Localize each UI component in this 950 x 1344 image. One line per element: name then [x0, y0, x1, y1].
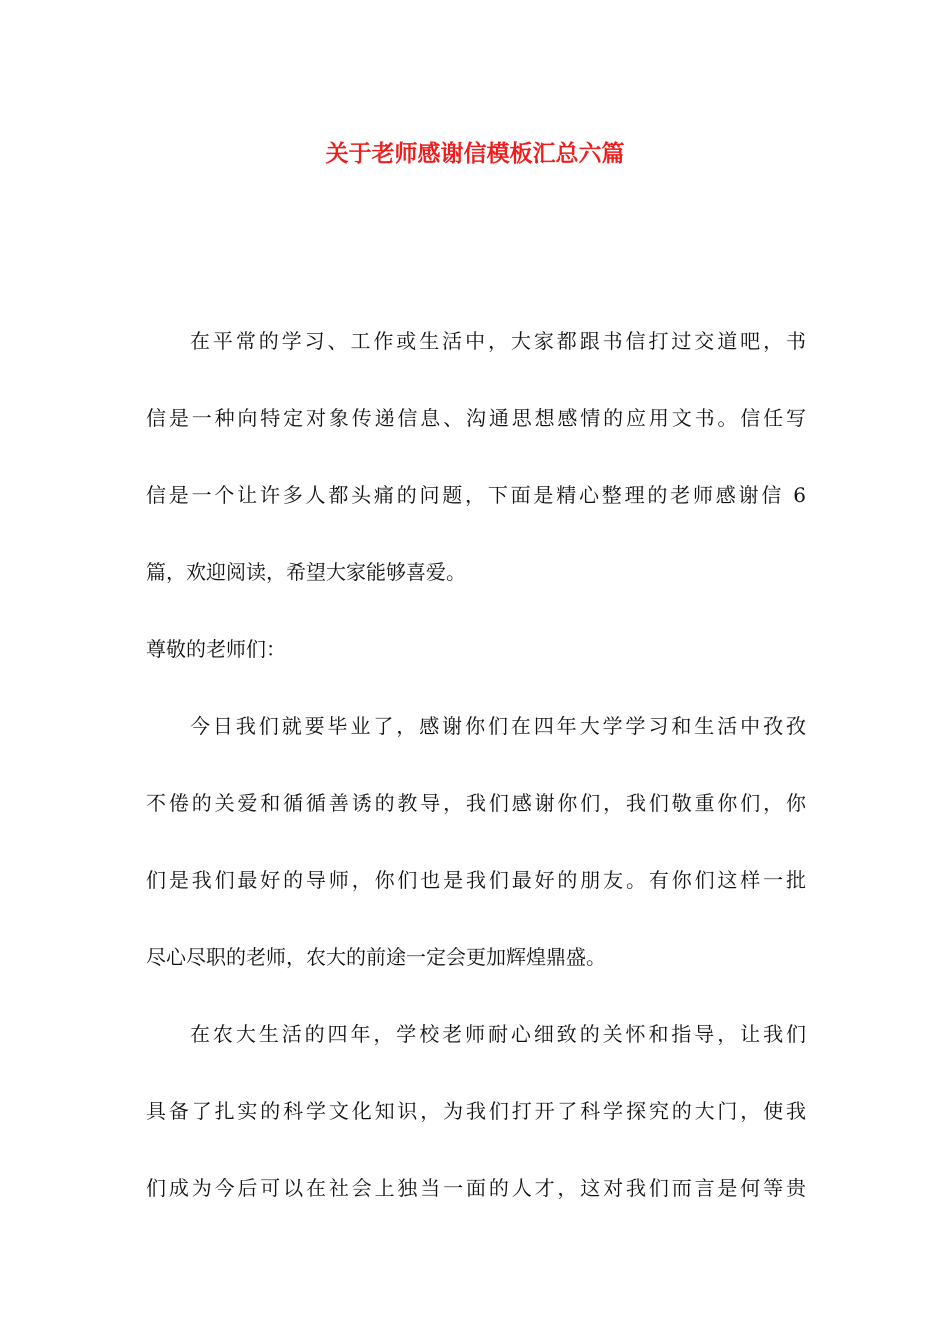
paragraph-line: 信是一种向特定对象传递信息、沟通思想感情的应用文书。信任写	[146, 406, 806, 430]
paragraph-line: 具备了扎实的科学文化知识，为我们打开了科学探究的大门，使我	[146, 1099, 806, 1123]
paragraph-line: 今日我们就要毕业了，感谢你们在四年大学学习和生活中孜孜	[190, 714, 806, 738]
paragraph-line: 篇，欢迎阅读，希望大家能够喜爱。	[146, 560, 466, 584]
salutation-line: 尊敬的老师们：	[146, 637, 286, 661]
paragraph-line: 在平常的学习、工作或生活中，大家都跟书信打过交道吧，书	[190, 329, 806, 353]
paragraph-line: 在农大生活的四年，学校老师耐心细致的关怀和指导，让我们	[190, 1022, 806, 1046]
paragraph-line: 尽心尽职的老师，农大的前途一定会更加辉煌鼎盛。	[146, 945, 606, 969]
paragraph-line: 们是我们最好的导师，你们也是我们最好的朋友。有你们这样一批	[146, 868, 806, 892]
paragraph-line: 信是一个让许多人都头痛的问题，下面是精心整理的老师感谢信 6	[146, 483, 806, 507]
paragraph-line: 不倦的关爱和循循善诱的教导，我们感谢你们，我们敬重你们，你	[146, 791, 806, 815]
document-body	[146, 321, 806, 1245]
document-title: 关于老师感谢信模板汇总六篇	[325, 140, 625, 167]
paragraph-line: 们成为今后可以在社会上独当一面的人才，这对我们而言是何等贵	[146, 1176, 806, 1200]
